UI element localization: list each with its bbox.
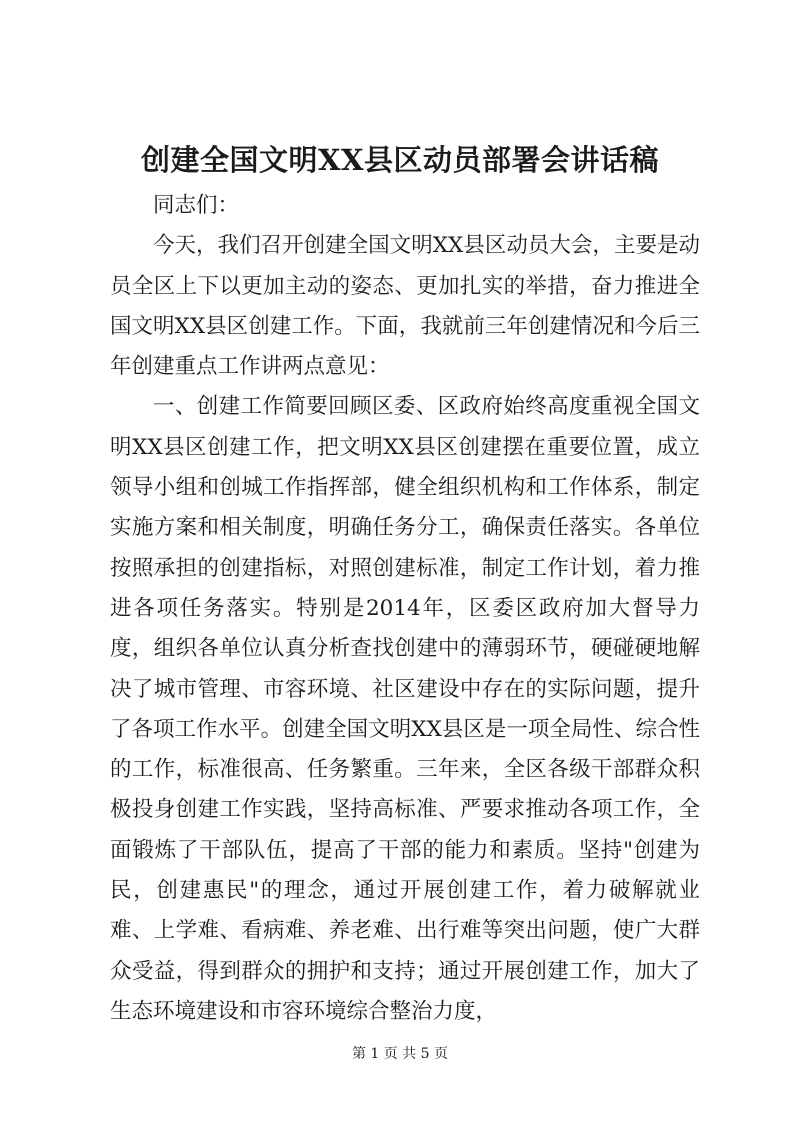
page-footer: 第 1 页 共 5 页 (351, 1046, 449, 1062)
review-paragraph: 一、创建工作简要回顾区委、区政府始终高度重视全国文明XX县区创建工作，把文明XX县区创建摆在重要位置，成立领导小组和创城工作指挥部，健全组织机构和工作体系，制定实施方案和相关制度，明确任务分工，确保责任落实。各单位按照承担的创建指标，对照创建标准，制定工作计划，着力推进各项任务落实。特别是2014年，区委区政府加大督导力度，组织各单位认真分析查找创建中的薄弱环节，硬碰硬地解决了城市管理、市容环境、社区建设中存在的实际问题，提升了各项工作水平。创建全国文明XX县区是一项全局性、综合性的工作，标准很高、任务繁重。三年来，全区各级干部群众积极投身创建工作实践，坚持高标准、严要求推动各项工作，全面锻炼了干部队伍，提高了干部的能力和素质。坚持"创建为民，创建惠民"的理念，通过开展创建工作，着力破解就业难、上学难、看病难、养老难、出行难等突出问题，使广大群众受益，得到群众的拥护和支持；通过开展创建工作，加大了生态环境建设和市容环境综合整治力度， (110, 394, 700, 1024)
document-body (110, 186, 700, 1032)
intro-paragraph: 今天，我们召开创建全国文明XX县区动员大会，主要是动员全区上下以更加主动的姿态、更加扎实的举措，奋力推进全国文明XX县区创建工作。下面，我就前三年创建情况和今后三年创建重点工作讲两点意见： (110, 233, 700, 380)
salutation-paragraph: 同志们： (153, 193, 240, 218)
document-title: 创建全国文明XX县区动员部署会讲话稿 (140, 143, 659, 177)
